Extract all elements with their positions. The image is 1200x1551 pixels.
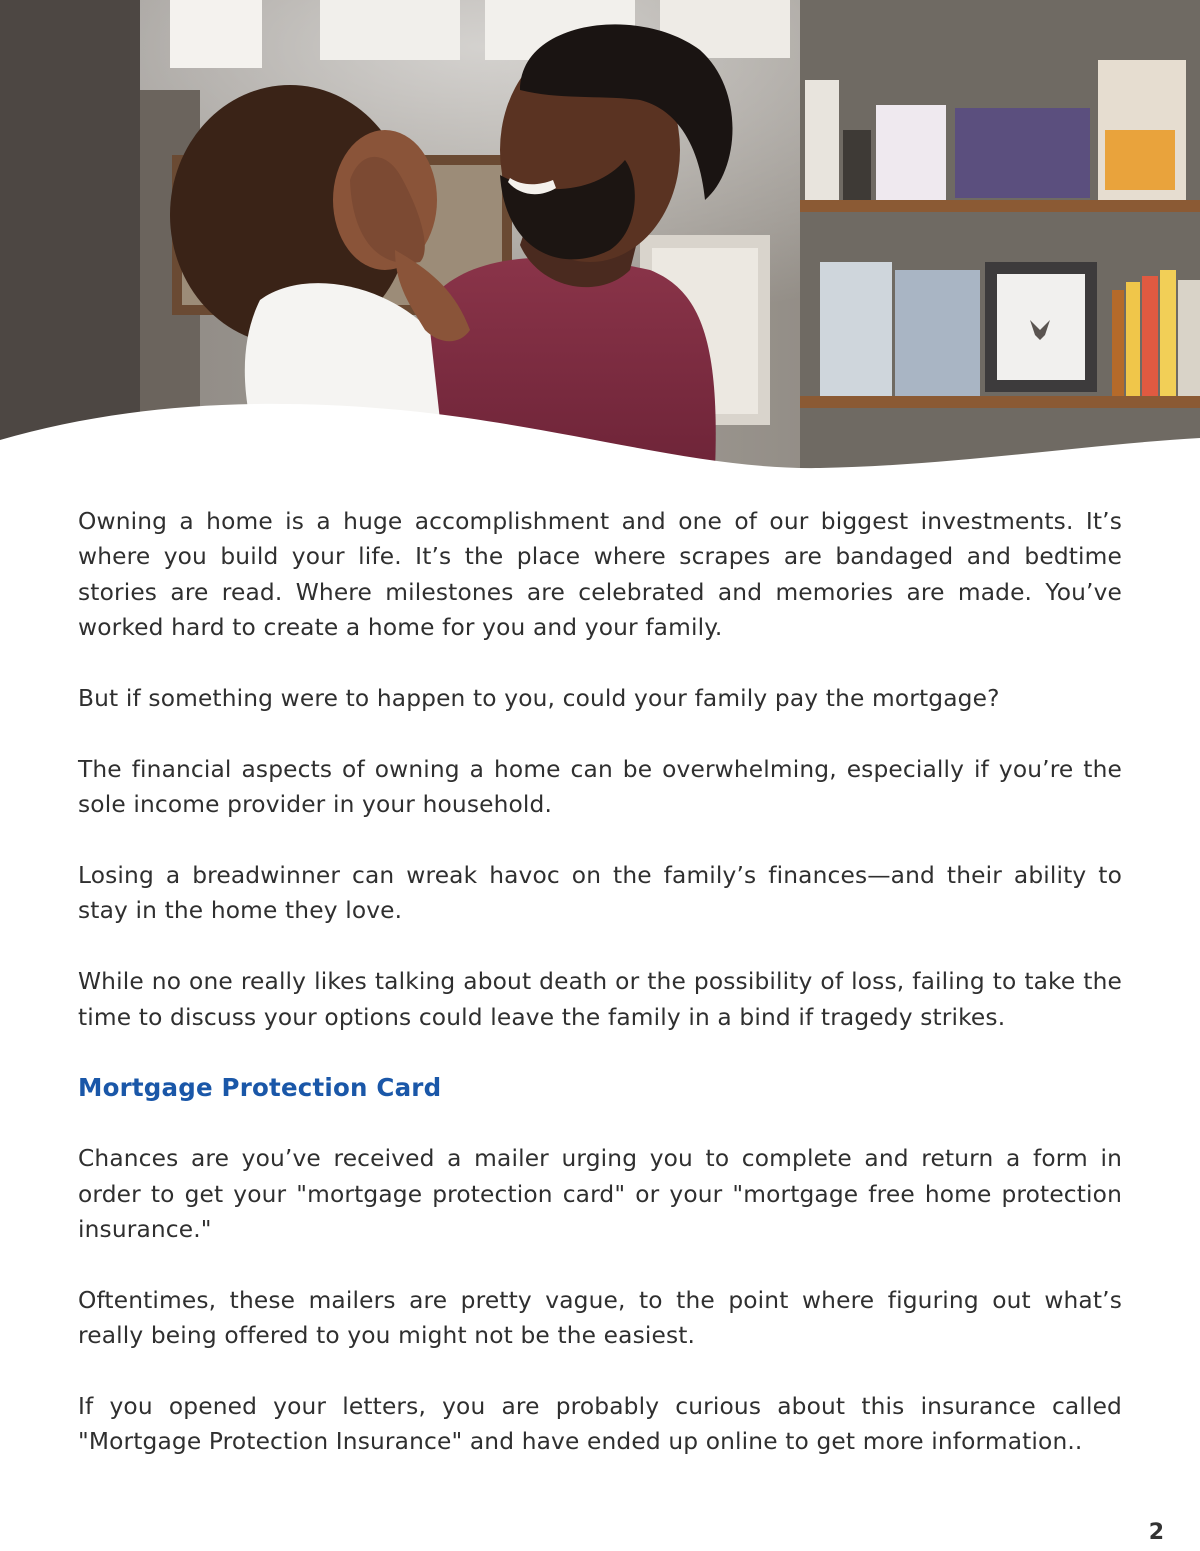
hero-photo [0,0,1200,470]
intro-paragraph-3: The financial aspects of owning a home can be overwhelming, especially if you’re the sole income provider in your household. [78,755,1122,819]
section-paragraph-3: If you opened your letters, you are probably curious about this insurance called "Mortgage Protection Insurance" and have ended up online to get more information.. [78,1393,1122,1456]
intro-paragraph-2: But if something were to happen to you, could your family pay the mortgage? [78,685,1000,713]
intro-paragraph-4: Losing a breadwinner can wreak havoc on the family’s finances—and their ability to stay in the home they love. [78,862,1122,925]
page-number: 2 [1148,1520,1164,1545]
intro-paragraph-1: Owning a home is a huge accomplishment and one of our biggest investments. It’s where you build your life. It’s the place where scrapes are bandaged and bedtime stories are read. Where milestones are celebrated and memories are made. You’ve worked hard to create a home for you and your family. [78,508,1122,642]
section-heading: Mortgage Protection Card [78,1073,442,1103]
section-paragraph-2: Oftentimes, these mailers are pretty vague, to the point where figuring out what’s really being offered to you might not be the easiest. [78,1286,1122,1350]
intro-paragraph-5: While no one really likes talking about death or the possibility of loss, failing to take the time to discuss your options could leave the family in a bind if tragedy strikes. [78,968,1122,1031]
article-body [78,504,1122,1460]
section-paragraph-1: Chances are you’ve received a mailer urging you to complete and return a form in order to get your "mortgage protection card" or your "mortgage free home protection insurance." [78,1145,1122,1244]
